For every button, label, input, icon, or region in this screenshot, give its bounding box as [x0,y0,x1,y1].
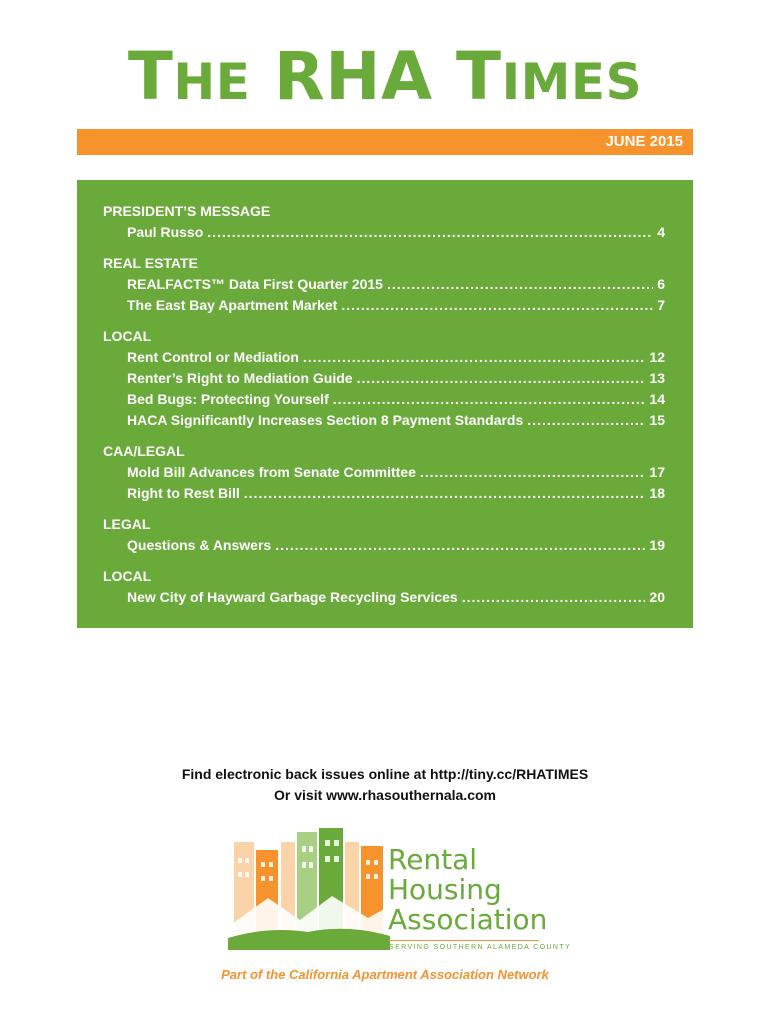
toc-entry-page: 7 [657,297,665,313]
toc-entry-page: 17 [649,464,665,480]
logo-line-rental: Rental [388,843,478,876]
rha-logo-wordmark [388,845,547,935]
toc-section-local [103,325,665,431]
toc-entry-label: Right to Rest Bill [127,485,240,501]
logo-tagline: SERVING SOUTHERN ALAMEDA COUNTY [389,944,572,951]
toc-leader [333,389,646,410]
toc-entry-label: HACA Significantly Increases Section 8 Payment Standards [127,412,524,428]
logo-divider [389,940,539,941]
toc-leader [387,274,653,295]
toc-entry-label: Paul Russo [127,224,204,240]
toc-section-title: LOCAL [103,328,152,344]
rha-logo-buildings-icon [228,828,390,950]
toc-leader [357,368,646,389]
toc-entry-east-bay-market[interactable] [127,295,665,316]
toc-entry-page: 12 [649,349,665,365]
toc-section-title: PRESIDENT’S MESSAGE [103,203,271,219]
toc-leader [341,295,653,316]
toc-section-title: REAL ESTATE [103,255,198,271]
toc-section-title: LOCAL [103,568,152,584]
website-link[interactable]: Or visit www.rhasouthernala.com [274,787,496,803]
back-issues-notice [0,764,770,806]
toc-entry-renters-right[interactable] [127,368,665,389]
back-issues-link[interactable]: Find electronic back issues online at http://tiny.cc/RHATIMES [181,766,589,782]
toc-entry-right-to-rest[interactable] [127,483,665,504]
toc-entry-label: New City of Hayward Garbage Recycling Services [127,589,458,605]
toc-entry-questions-answers[interactable] [127,535,665,556]
toc-entry-paul-russo[interactable] [127,222,665,243]
toc-section-title: LEGAL [103,516,151,532]
toc-leader [462,587,646,608]
toc-entry-label: Rent Control or Mediation [127,349,299,365]
title-rha: RHA [250,38,457,115]
toc-leader [207,222,653,243]
toc-section-presidents-message [103,200,665,243]
title-imes: IMES [501,53,643,111]
toc-entry-page: 14 [649,391,665,407]
toc-entry-label: The East Bay Apartment Market [127,297,338,313]
table-of-contents [77,180,693,628]
toc-leader [420,462,646,483]
toc-leader [244,483,646,504]
toc-entry-label: Questions & Answers [127,537,272,553]
toc-section-legal [103,513,665,556]
newsletter-title [0,38,770,115]
toc-leader [275,535,645,556]
toc-entry-bed-bugs[interactable] [127,389,665,410]
toc-entry-mold-bill[interactable] [127,462,665,483]
toc-leader [303,347,646,368]
title-he: HE [173,53,251,111]
toc-entry-label: Mold Bill Advances from Senate Committee [127,464,416,480]
title-letter-t: T [127,38,174,115]
title-letter-t2: T [456,38,502,115]
toc-entry-page: 4 [657,224,665,240]
toc-entry-page: 18 [649,485,665,501]
toc-section-title: CAA/LEGAL [103,443,185,459]
date-bar [77,129,693,155]
toc-section-real-estate [103,252,665,316]
toc-section-local-2 [103,565,665,608]
toc-entry-page: 13 [649,370,665,386]
toc-leader [527,410,645,431]
toc-entry-page: 20 [649,589,665,605]
toc-entry-rent-control[interactable] [127,347,665,368]
toc-entry-page: 15 [649,412,665,428]
toc-entry-page: 19 [649,537,665,553]
logo-line-housing: Housing [388,873,502,906]
toc-entry-label: REALFACTS™ Data First Quarter 2015 [127,276,383,292]
issue-date: JUNE 2015 [605,133,683,150]
logo-line-association: Association [388,903,548,936]
toc-entry-label: Renter’s Right to Mediation Guide [127,370,353,386]
toc-entry-realfacts[interactable] [127,274,665,295]
caa-network-text: Part of the California Apartment Association Network [221,967,549,982]
toc-entry-page: 6 [657,276,665,292]
toc-section-caa-legal [103,440,665,504]
toc-entry-label: Bed Bugs: Protecting Yourself [127,391,329,407]
toc-entry-hayward-garbage[interactable] [127,587,665,608]
toc-entry-haca[interactable] [127,410,665,431]
